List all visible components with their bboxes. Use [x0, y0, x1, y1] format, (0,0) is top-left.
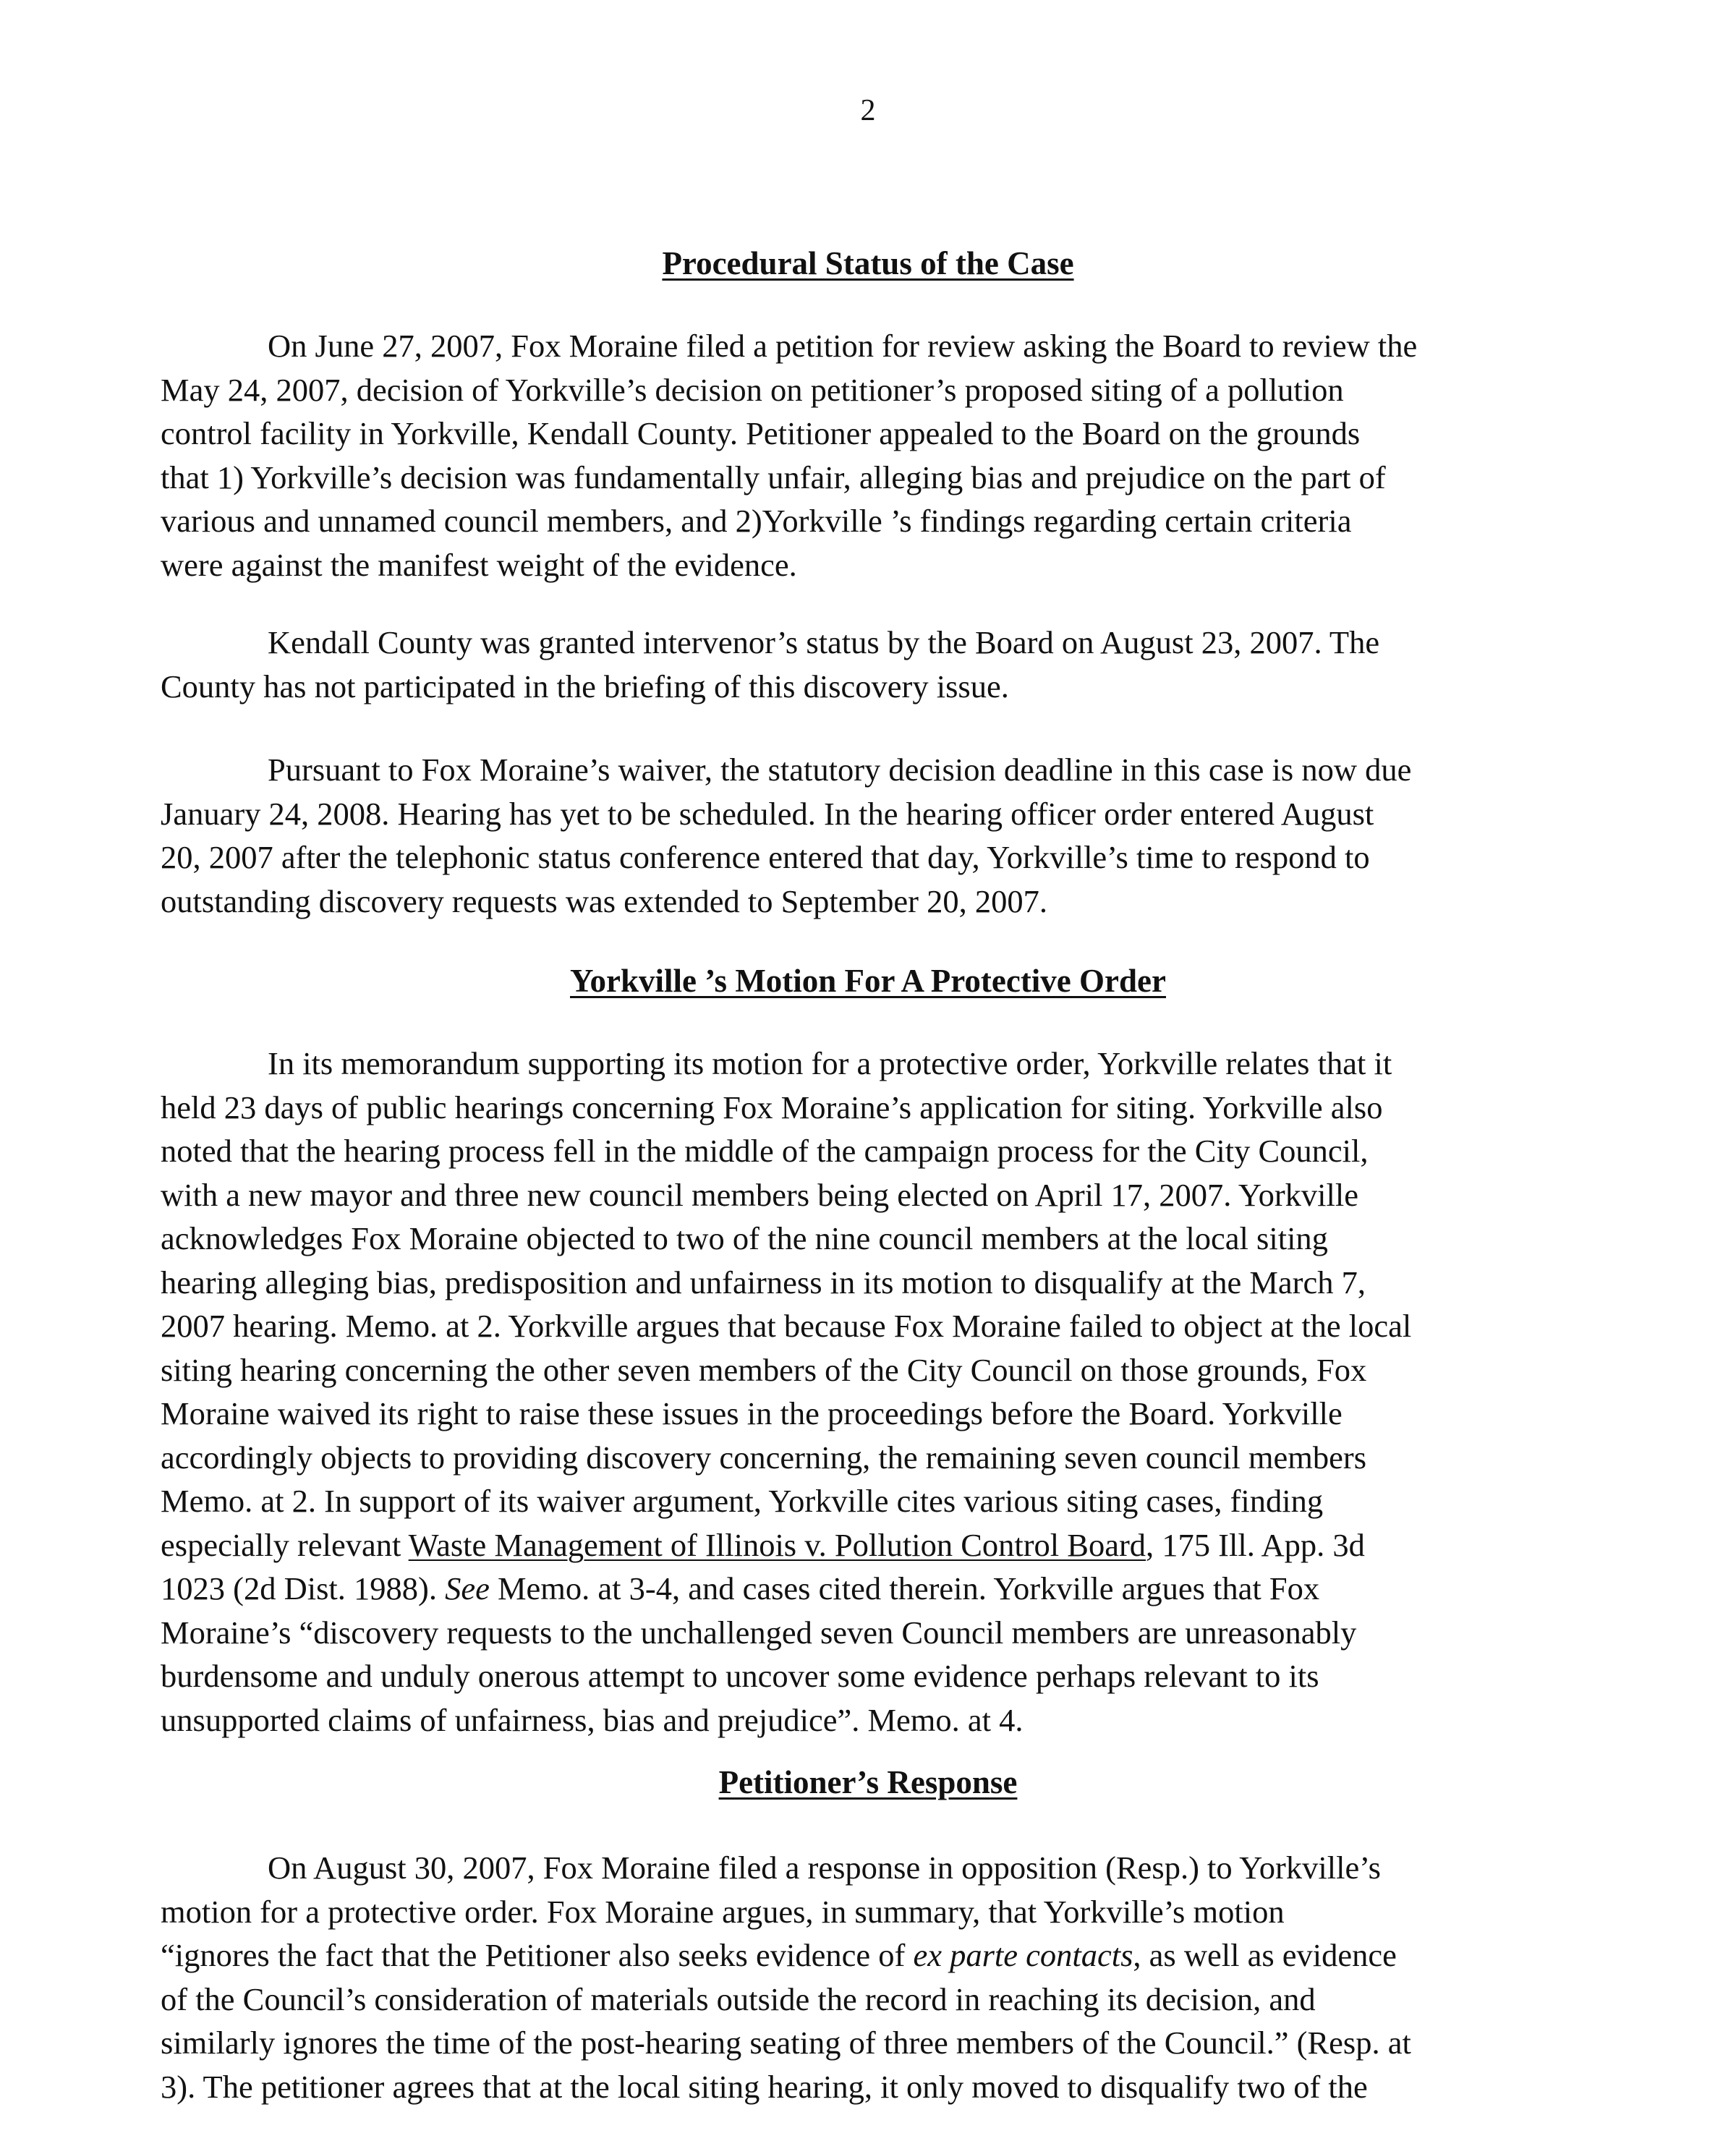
text-line: Moraine waived its right to raise these issues in the proceedings before the Board. Yorkville [161, 1395, 1343, 1431]
case-name: Waste Management of Illinois v. Pollution Control Board [408, 1526, 1146, 1563]
text-line: 3). The petitioner agrees that at the local siting hearing, it only moved to disqualify two of the [161, 2068, 1368, 2105]
text-line: In its memorandum supporting its motion for a protective order, Yorkville relates that it [268, 1045, 1392, 1081]
text-line: Kendall County was granted intervenor’s status by the Board on August 23, 2007. The [268, 624, 1380, 660]
text-fragment: Memo. at 3-4, and cases cited therein. Yorkville argues that Fox [489, 1570, 1320, 1606]
text-line: outstanding discovery requests was extended to September 20, 2007. [161, 882, 1047, 919]
section-heading-procedural-status: Procedural Status of the Case [662, 245, 1074, 281]
section-heading-petitioners-response: Petitioner’s Response [718, 1764, 1018, 1800]
text-line: various and unnamed council members, and 2)Yorkville ’s findings regarding certain criteria [161, 503, 1352, 539]
text-line: with a new mayor and three new council members being elected on April 17, 2007. Yorkville [161, 1176, 1358, 1213]
text-line-see-citation [161, 1567, 1578, 1611]
text-line: motion for a protective order. Fox Moraine argues, in summary, that Yorkville’s motion [161, 1893, 1285, 1930]
paragraph [161, 621, 1578, 708]
text-fragment: , as well as evidence [1133, 1937, 1397, 1973]
text-line: were against the manifest weight of the evidence. [161, 546, 797, 583]
text-line: May 24, 2007, decision of Yorkville’s decision on petitioner’s proposed siting of a pollution [161, 371, 1344, 408]
text-line: of the Council’s consideration of materials outside the record in reaching its decision, and [161, 1980, 1316, 2017]
italic-term: ex parte contacts [913, 1937, 1133, 1973]
text-line-quote [161, 1933, 1578, 1978]
text-line: hearing alleging bias, predisposition and unfairness in its motion to disqualify at the March 7, [161, 1264, 1366, 1301]
text-line: On August 30, 2007, Fox Moraine filed a response in opposition (Resp.) to Yorkville’s [268, 1850, 1381, 1886]
text-line: accordingly objects to providing discovery concerning, the remaining seven council members [161, 1439, 1367, 1476]
text-line: siting hearing concerning the other seven members of the City Council on those grounds, Fox [161, 1351, 1367, 1388]
paragraph [161, 324, 1578, 587]
text-line: noted that the hearing process fell in the middle of the campaign process for the City Council, [161, 1133, 1369, 1169]
text-line: On June 27, 2007, Fox Moraine filed a petition for review asking the Board to review the [268, 328, 1418, 364]
paragraph [161, 1042, 1578, 1742]
paragraph [161, 1846, 1578, 2108]
text-line: Moraine’s “discovery requests to the unchallenged seven Council members are unreasonably [161, 1614, 1357, 1651]
text-line: that 1) Yorkville’s decision was fundamentally unfair, alleging bias and prejudice on the part of [161, 459, 1386, 495]
text-line: County has not participated in the briefing of this discovery issue. [161, 668, 1009, 705]
text-fragment: , 175 Ill. App. 3d [1146, 1526, 1365, 1563]
text-line-case-citation [161, 1523, 1578, 1567]
text-line: similarly ignores the time of the post-hearing seating of three members of the Council.” (Resp. at [161, 2025, 1411, 2061]
paragraph [161, 748, 1578, 923]
text-line: held 23 days of public hearings concerning Fox Moraine’s application for siting. Yorkville also [161, 1089, 1383, 1125]
page-number: 2 [860, 94, 876, 127]
text-line: unsupported claims of unfairness, bias and prejudice”. Memo. at 4. [161, 1701, 1024, 1738]
text-line: Pursuant to Fox Moraine’s waiver, the statutory decision deadline in this case is now due [268, 752, 1412, 788]
text-fragment: 1023 (2d Dist. 1988). [161, 1570, 446, 1606]
see-signal: See [445, 1570, 490, 1606]
text-line: January 24, 2008. Hearing has yet to be scheduled. In the hearing officer order entered August [161, 795, 1374, 832]
text-line: acknowledges Fox Moraine objected to two of the nine council members at the local siting [161, 1220, 1328, 1256]
text-line: Memo. at 2. In support of its waiver argument, Yorkville cites various siting cases, finding [161, 1483, 1324, 1519]
section-heading-protective-order: Yorkville ’s Motion For A Protective Order [570, 963, 1166, 999]
text-line: 20, 2007 after the telephonic status conference entered that day, Yorkville’s time to respond to [161, 839, 1370, 875]
text-fragment: especially relevant [161, 1526, 409, 1563]
text-line: control facility in Yorkville, Kendall County. Petitioner appealed to the Board on the grounds [161, 415, 1361, 451]
text-line: 2007 hearing. Memo. at 2. Yorkville argues that because Fox Moraine failed to object at the local [161, 1308, 1412, 1344]
text-line: burdensome and unduly onerous attempt to uncover some evidence perhaps relevant to its [161, 1658, 1319, 1694]
text-fragment: “ignores the fact that the Petitioner also seeks evidence of [161, 1937, 914, 1973]
